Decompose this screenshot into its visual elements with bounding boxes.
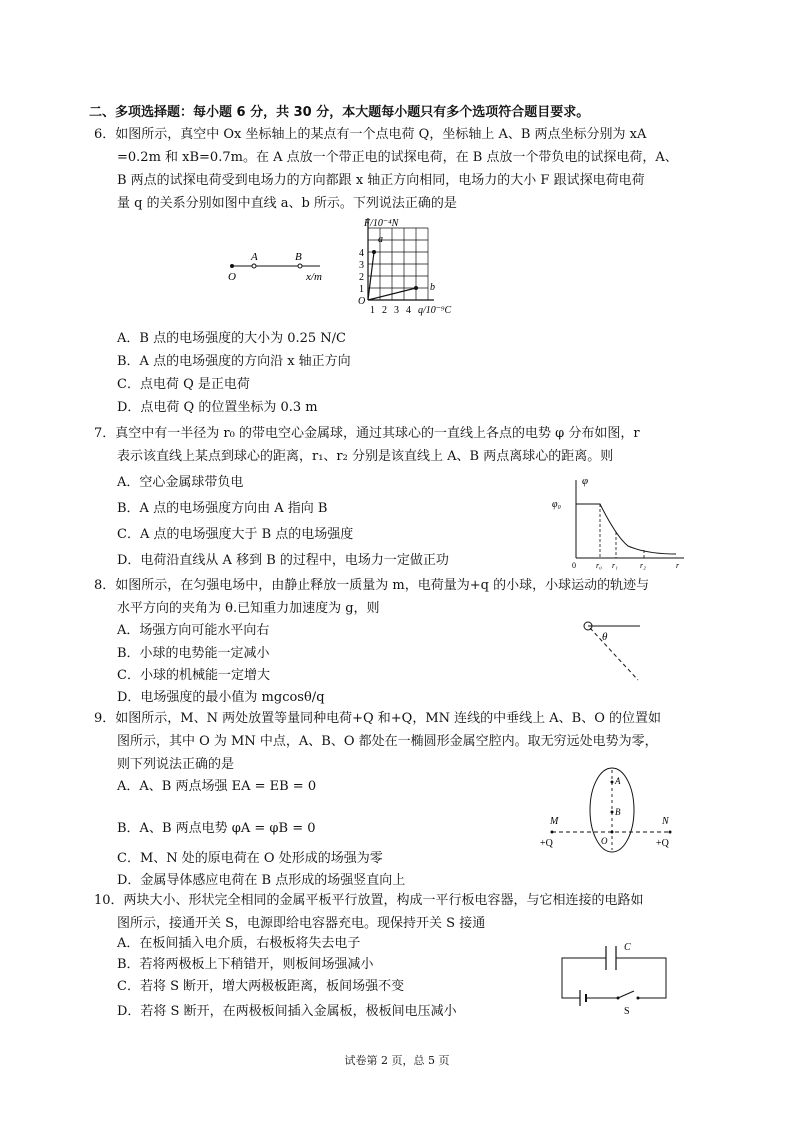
q10-option-b: B．若将两极板上下稍错开，则板间场强减小 (117, 957, 374, 972)
q8-trajectory-figure (578, 614, 658, 686)
q8-option-c: C．小球的机械能一定增大 (117, 668, 270, 683)
r1-tick: r₁ (612, 561, 618, 570)
point-a-dot (252, 264, 256, 268)
q6-axis-figure (222, 248, 332, 284)
q6-line-1: 6．如图所示，真空中 Ox 坐标轴上的某点有一个点电荷 Q，坐标轴上 A、B 两点坐标分别为 xA (94, 127, 647, 142)
graph-y-label: F/10⁻⁴N (364, 218, 399, 229)
q6-option-c: C．点电荷 Q 是正电荷 (117, 377, 250, 392)
left-wire (562, 958, 606, 998)
line-a-point (372, 250, 376, 254)
q10-option-d: D．若将 S 断开，在两极板间插入金属板，极板间电压减小 (117, 1004, 457, 1019)
q9-line-2: 图所示，其中 O 为 MN 中点，A、B、O 都处在一椭圆形金属空腔内。取无穷远处电势为零， (117, 734, 658, 749)
q8-option-b: B．小球的电势能一定减小 (117, 646, 270, 661)
q9-line-1: 9．如图所示，M、N 两处放置等量同种电荷+Q 和+Q，MN 连线的中垂线上 A、B、O 的位置如 (94, 711, 662, 726)
q8-option-a: A．场强方向可能水平向右 (117, 623, 270, 638)
x-tick-3: 3 (394, 305, 399, 316)
graph-origin: 0 (572, 561, 576, 570)
phi-curve (576, 504, 676, 554)
point-b-dot (298, 264, 302, 268)
q6-option-b: B．A 点的电场强度的方向沿 x 轴正方向 (117, 354, 351, 369)
phi0-label: φ₀ (552, 499, 562, 510)
graph-x-label: q/10⁻⁹C (418, 305, 452, 316)
q8-line-1: 8．如图所示，在匀强电场中，由静止释放一质量为 m，电荷量为+q 的小球，小球运动的轨迹与 (94, 578, 650, 593)
q7-option-b: B．A 点的电场强度方向由 A 指向 B (117, 501, 328, 516)
q7-option-d: D．电荷沿直线从 A 移到 B 的过程中，电场力一定做正功 (117, 553, 449, 568)
q9-option-d: D．金属导体感应电荷在 B 点形成的场强竖直向上 (117, 873, 406, 888)
switch-blade (618, 991, 634, 998)
q6-line-3: B 两点的试探电荷受到电场力的方向都跟 x 轴正方向相同，电场力的大小 F 跟试探电荷电荷 (117, 173, 645, 188)
axis-b-label: B (295, 251, 302, 263)
q9-option-c: C．M、N 处的原电荷在 O 处形成的场强为零 (117, 851, 383, 866)
right-wire (616, 958, 666, 998)
y-tick-2: 2 (359, 272, 364, 283)
capacitor-label: C (624, 942, 631, 953)
q6-option-d: D．点电荷 Q 的位置坐标为 0.3 m (117, 400, 318, 415)
graph-line-a-label: a (378, 234, 383, 245)
label-m: M (550, 816, 559, 827)
axis-origin-label: O (228, 271, 236, 283)
r-axis-label: r (676, 561, 680, 570)
phi-axis-label: φ (582, 475, 589, 487)
graph-origin-label: O (358, 296, 366, 307)
y-tick-3: 3 (359, 260, 364, 271)
q10-line-2: 图所示，接通开关 S，电源即给电容器充电。现保持开关 S 接通 (117, 916, 486, 931)
q9-option-a: A．A、B 两点场强 EA = EB = 0 (117, 779, 317, 794)
q9-line-3: 则下列说法正确的是 (117, 757, 235, 772)
graph-line-b-label: b (430, 282, 435, 293)
q7-phi-graph (548, 474, 688, 570)
label-b: B (615, 807, 621, 817)
q7-option-c: C．A 点的电场强度大于 B 点的电场强度 (117, 527, 354, 542)
axis-x-label: x/m (306, 271, 322, 283)
label-a: A (615, 776, 621, 786)
q6-line-4: 量 q 的关系分别如图中直线 a、b 所示。下列说法正确的是 (117, 196, 457, 211)
q10-circuit-figure (558, 938, 688, 1016)
origin-dot (230, 264, 234, 268)
page-footer: 试卷第 2 页，总 5 页 (344, 1054, 450, 1067)
x-tick-4: 4 (406, 305, 411, 316)
q8-option-d: D．电场强度的最小值为 mgcosθ/q (117, 690, 325, 705)
trajectory-line (590, 628, 638, 680)
x-tick-2: 2 (382, 305, 387, 316)
y-tick-4: 4 (359, 248, 364, 259)
switch-label: S (624, 1006, 630, 1016)
q7-line-2: 表示该直线上某点到球心的距离，r₁、r₂ 分别是该直线上 A、B 两点离球心的距离。则 (117, 449, 614, 464)
label-right-charge: +Q (656, 838, 669, 849)
q10-option-a: A．在板间插入电介质，右极板将失去电子 (117, 936, 361, 951)
q10-option-c: C．若将 S 断开，增大两极板距离，板间场强不变 (117, 979, 405, 994)
q9-option-b: B．A、B 两点电势 φA = φB = 0 (117, 821, 316, 836)
q6-option-a: A．B 点的电场强度的大小为 0.25 N/C (117, 331, 346, 346)
label-n: N (662, 816, 669, 827)
r2-tick: r₂ (640, 561, 646, 570)
q7-line-1: 7．真空中有一半径为 r₀ 的带电空心金属球，通过其球心的一直线上各点的电势 φ 分布如图，r (94, 426, 640, 441)
line-b-point (414, 286, 418, 290)
q6-fq-graph (340, 214, 460, 318)
y-tick-1: 1 (359, 284, 364, 295)
label-left-charge: +Q (540, 838, 553, 849)
label-o: O (601, 836, 608, 846)
section-heading: 二、多项选择题：每小题 6 分，共 30 分，本大题每小题只有多个选项符合题目要求。 (89, 105, 590, 120)
q10-line-1: 10．两块大小、形状完全相同的金属平板平行放置，构成一平行板电容器，与它相连接的电路如 (94, 893, 644, 908)
q6-line-2: =0.2m 和 xB=0.7m。在 A 点放一个带正电的试探电荷，在 B 点放一个带负电的试探电荷，A、 (117, 150, 678, 165)
r0-tick: r₀ (596, 561, 602, 570)
x-tick-1: 1 (370, 305, 375, 316)
graph-grid (368, 228, 428, 300)
q8-line-2: 水平方向的夹角为 θ.已知重力加速度为 g，则 (117, 601, 380, 616)
q7-option-a: A．空心金属球带负电 (117, 475, 244, 490)
axis-a-label: A (251, 251, 258, 263)
theta-label: θ (602, 631, 608, 643)
q9-cavity-figure (540, 764, 680, 854)
